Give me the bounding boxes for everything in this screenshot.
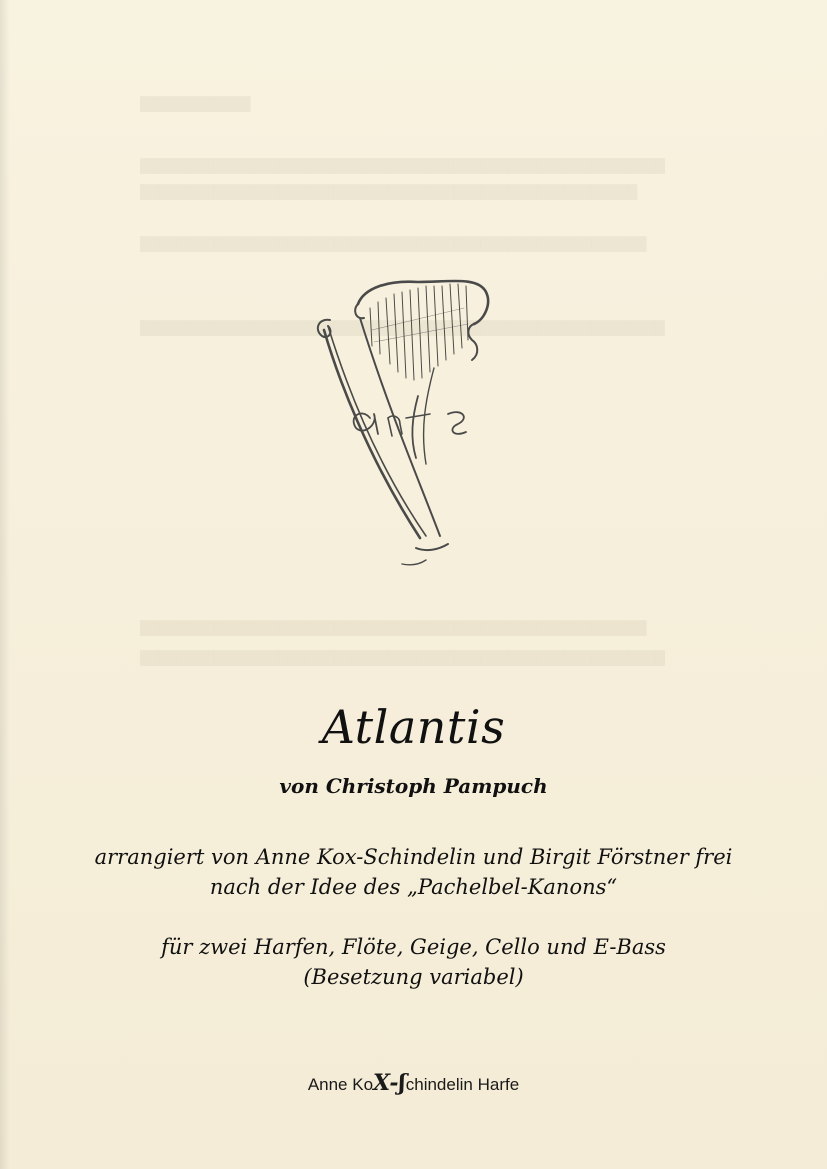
show-through-line: ██████████████████████████████████████████████████████ — [140, 184, 638, 199]
page-edge-shadow — [0, 0, 10, 1169]
show-through-line: █████████████████████████████████████████████████████████ — [140, 320, 665, 335]
show-through-line: ████████████ — [140, 96, 251, 111]
instrumentation-line-1: für zwei Harfen, Flöte, Geige, Cello und E-Bass — [161, 935, 666, 959]
publisher-brand-suffix: chindelin — [405, 1075, 473, 1094]
arrangement-line-2: nach der Idee des „Pachelbel-Kanons“ — [209, 875, 618, 899]
publisher-first-name: Anne — [307, 1075, 348, 1094]
publisher-brand-mark: X-ʃ — [373, 1070, 406, 1096]
arrangement-line-1: arrangiert von Anne Kox-Schindelin und Birgit Förstner frei — [94, 845, 733, 869]
instrumentation — [0, 932, 827, 992]
publisher-brand-prefix: Ko — [352, 1075, 374, 1094]
publisher-instrument: Harfe — [477, 1075, 520, 1094]
show-through-line: ███████████████████████████████████████████████████████ — [140, 236, 647, 251]
publisher-line — [0, 1070, 827, 1096]
instrumentation-line-2: (Besetzung variabel) — [303, 965, 524, 989]
arrangement-credit — [0, 842, 827, 902]
harp-sketch-logo — [308, 268, 508, 573]
show-through-line: █████████████████████████████████████████████████████████ — [140, 650, 665, 665]
piece-title: Atlantis — [321, 700, 506, 754]
show-through-line: ███████████████████████████████████████████████████████ — [140, 620, 647, 635]
show-through-line: █████████████████████████████████████████████████████████ — [140, 158, 665, 173]
composer-line: von Christoph Pampuch — [279, 774, 548, 798]
